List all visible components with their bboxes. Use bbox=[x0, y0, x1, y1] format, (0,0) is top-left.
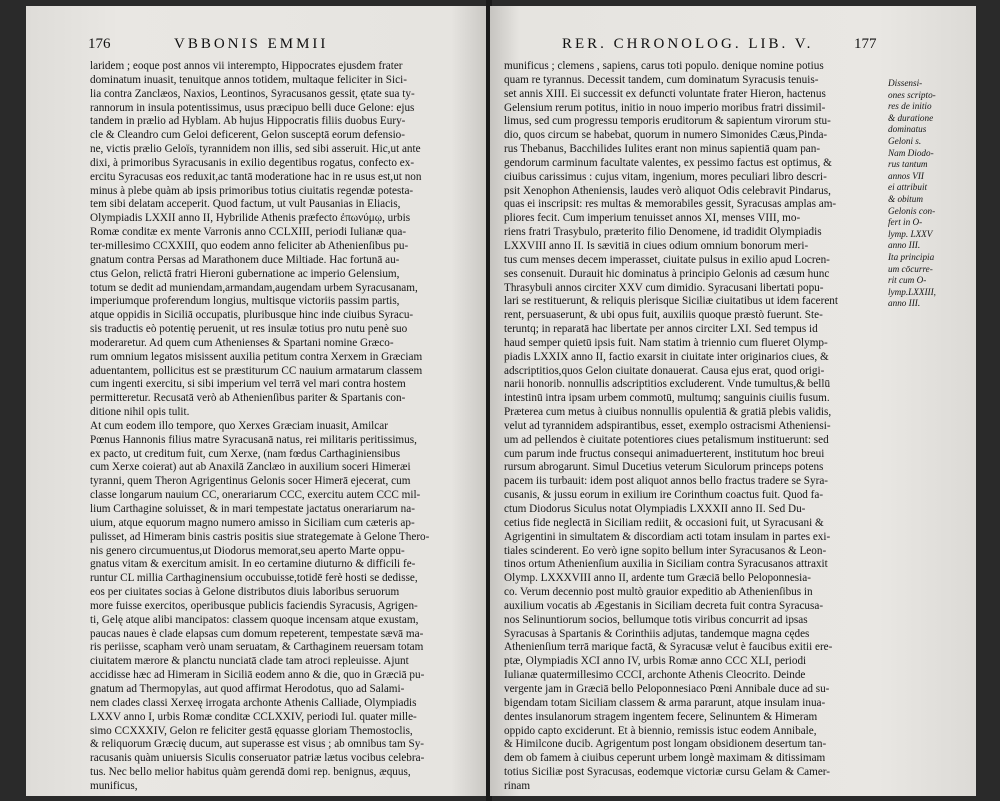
text-line: teruntq; in reparatā hac libertate per annos circiter LXI. Sed tempus id bbox=[504, 323, 818, 336]
text-line: tandem in prælio ad Hyblam. Ab hujus Hippocratis filiis duobus Eury- bbox=[90, 115, 406, 128]
text-line: Syracusas à Spartanis & Corinthiis adjutas, tandemque magna cędes bbox=[504, 627, 810, 640]
margin-note-line: fert in O- bbox=[888, 217, 923, 228]
text-line: ex pacto, ut creditum fuit, cum Xerxe, (nam fœdus Carthaginiensibus bbox=[90, 447, 401, 460]
text-line: dixi, à primoribus Syracusanis in exilio degentibus rogatus, confecto ex- bbox=[90, 156, 415, 169]
text-line: atque oppidis in Siciliā occupatis, pluribusque hinc inde ciuibus Syracu- bbox=[90, 309, 414, 322]
text-line: Olymp. LXXXVIII anno II, ardente tum Græciā bello Peloponnesia- bbox=[504, 572, 811, 585]
text-line: ciuibus carissimus : cujus vitam, ingenium, mores peculiari libro descri- bbox=[504, 170, 827, 183]
text-line: Athenienſium terrā marique factā, & Syracusæ velut è faucibus exitii ere- bbox=[504, 641, 833, 654]
margin-note-line: anno III. bbox=[888, 240, 921, 251]
text-line: cum Xerxe coierat) aut ab Anaxilā Zanclæo in auxilium soceri Himeræi bbox=[90, 461, 411, 474]
text-line: permitteretur. Recusatā verò ab Athenienſibus pariter & Spartanis con- bbox=[90, 392, 406, 405]
text-line: LXXV anno I, urbis Romæ conditæ CCLXXIV, periodi Iul. quater mille- bbox=[90, 710, 417, 723]
text-line: rinam bbox=[504, 779, 531, 792]
text-line: rent, persuaserunt, & ubi opus fuit, auxiliis quoque præstò fuerunt. Ste- bbox=[504, 309, 823, 322]
text-line: nis genero circumuentus,ut Diodorus memorat,seu aperto Marte oppu- bbox=[90, 544, 405, 557]
text-line: Agrigentini in simultatem & discordiam acti totam insulam in partes exi- bbox=[504, 530, 831, 543]
text-line: cusanis, & jussu eorum in exilium ire Corinthum coactus fuit. Quod fa- bbox=[504, 489, 824, 502]
text-line: & Himilcone ducib. Agrigentum post longam obsidionem desertum tan- bbox=[504, 738, 827, 751]
margin-note-line: Nam Diodo- bbox=[888, 147, 934, 158]
text-line: cetius fide neglectā in Siciliam rediit, & occasioni fuit, ut Syracusani & bbox=[504, 516, 824, 529]
text-line: paucas naues è clade elapsas cum domum repeterent, tempestate sævā ma- bbox=[90, 627, 424, 640]
left-body-text bbox=[90, 60, 470, 794]
left-page-header bbox=[26, 36, 488, 60]
margin-note-line: Gelonis con- bbox=[888, 205, 936, 216]
text-line: quas ei inscripsit: res multas & memorabiles gessit, Syracusas amplas am- bbox=[504, 198, 837, 211]
text-line: Præterea cum metus à ciuibus nonnullis opulentiā & gratiā plebis validis, bbox=[504, 406, 832, 419]
text-line: psit Xenophon Atheniensis, laudes verò aliquot Odis celebravit Pindarus, bbox=[504, 184, 831, 197]
text-line: ne, victis prælio Geloïs, tyrannidem non illis, sed sibi asseruit. Hic,ut ante bbox=[90, 143, 421, 156]
text-line: pulisset, ad Himeram binis castris positis siue strategemate à Gelone Thero- bbox=[90, 530, 430, 543]
text-line: lari se restituerunt, & reliquis plerisque Siciliæ ciuitatibus ut idem facerent bbox=[504, 295, 838, 308]
text-line: haud semper quietū ipsis fuit. Nam statim à triennio cum flueret Olymp- bbox=[504, 336, 828, 349]
text-line: limus, sed cum progressu temporis eruditorum & sapientum virorum stu- bbox=[504, 115, 831, 128]
text-line: Iulianæ quatermillesimo CCCI, archonte Athenis Cleocrito. Deinde bbox=[504, 669, 806, 682]
margin-note-line: dominatus bbox=[888, 124, 927, 135]
text-line: ses consenuit. Durauit hic dominatus à principio Gelonis ad cæsum hunc bbox=[504, 267, 830, 280]
right-page-number: 177 bbox=[854, 36, 877, 52]
margin-note-line: rit cum O- bbox=[888, 275, 927, 286]
text-line: pliores fecit. Cum imperium tenuisset annos XI, menses VIII, mo- bbox=[504, 212, 801, 225]
text-line: tus cum menses decem imperasset, ciuitate pulsus in exilio apud Locren- bbox=[504, 253, 830, 266]
margin-note-line: Dissensi- bbox=[888, 78, 923, 88]
text-line: tus. Nec bello melior habitus quàm gerendā domi rep. benignus, æquus, bbox=[90, 766, 411, 779]
text-line: nem clades classi Xerxeę irrogata archonte Athenis Calliade, Olympiadis bbox=[90, 696, 417, 709]
text-line: dem ob famem à ciuibus ceperunt urbem longè maximam & ditissimam bbox=[504, 752, 826, 765]
text-line: munificus, bbox=[90, 779, 138, 792]
text-line: cle & Cleandro cum Geloi deficerent, Gelon susceptā eorum defensio- bbox=[90, 129, 405, 142]
margin-note-line: lymp.LXXIII, bbox=[888, 286, 936, 297]
text-line: ciuitatem mærore & planctu nunciatā clade tam atroci repleuisse. Ajunt bbox=[90, 655, 409, 668]
text-line: tem sibi delatam acceperit. Quod factum, ut vult Pausanias in Eliacis, bbox=[90, 198, 401, 211]
text-line: imperiumque proferendum longius, multisque victoriis passim partis, bbox=[90, 295, 400, 308]
margin-note-line: lymp. LXXV bbox=[888, 228, 933, 239]
text-line: rum omnium legatos misissent auxilia petitum contra Xerxem in Græciam bbox=[90, 350, 423, 363]
text-line: set annis XIII. Ei successit ex defuncti voluntate frater Hieron, hactenus bbox=[504, 87, 826, 100]
margin-note-line: & obitum bbox=[888, 193, 923, 204]
text-line: & reliquorum Græcię ducum, aut superasse est visus ; ab omnibus tam Sy- bbox=[90, 738, 425, 751]
text-line: accidisse hæc ad Himeram in Siciliā eodem anno & die, quo in Græciā pu- bbox=[90, 669, 425, 682]
text-line: adscriptitios,quos Gelon ciuitate donauerat. Causa ejus erat, quod origi- bbox=[504, 364, 825, 377]
text-line: totius Siciliæ post Syracusas, eodemque victoriæ cursu Gelam & Camer- bbox=[504, 766, 831, 779]
text-line: piadis LXXIX anno II, factio exarsit in ciuitate inter originarios ciues, & bbox=[504, 350, 829, 363]
text-line: moderaretur. Ad quem cum Athenienses & Spartani nomine Græco- bbox=[90, 336, 394, 349]
right-page bbox=[490, 6, 976, 796]
text-line: lia contra Zanclæos, Naxios, Leontinos, Syracusanos gessit, ętate sua ty- bbox=[90, 87, 415, 100]
right-running-title: RER. CHRONOLOG. LIB. V. bbox=[562, 36, 814, 52]
text-line: dentes insulanorum stragem ingentem fecere, Selinuntem & Himeram bbox=[504, 710, 818, 723]
right-body-text bbox=[504, 60, 882, 794]
text-line: oppido capto exciderunt. Et à biennio, remissis istuc eodem Annibale, bbox=[504, 724, 817, 737]
margin-note-line: annos VII bbox=[888, 170, 924, 181]
text-line: dominatum inuasit, tenuitque annos totidem, multaque feliciter in Sici- bbox=[90, 73, 407, 86]
text-line: ctum Diodorus Siculus notat Olympiadis LXXXII anno II. Sed Du- bbox=[504, 503, 806, 515]
text-line: tiales scinderent. Eo verò igne sopito bellum inter Syracusanos & Leon- bbox=[504, 544, 827, 557]
margin-note-line: Geloni s. bbox=[888, 135, 922, 146]
text-line: gnatum contra Persas ad Marathonem duce Miltiade. Hac fortunā au- bbox=[90, 253, 400, 266]
text-line: lium Carthagine soluisset, & in mari tempestate jactatus onerariarum na- bbox=[90, 503, 415, 515]
text-line: rus Thebanus, Bacchilides Iulites erant non minus sapientiā quam pan- bbox=[504, 143, 821, 156]
text-line: racusanis quàm uniuersis Siculis conseruator patriæ lætus vocibus celebra- bbox=[90, 752, 425, 765]
margin-note-line: anno III. bbox=[888, 298, 921, 309]
text-line: Romæ conditæ ex mente Varronis anno CCLXIII, periodi Iulianæ qua- bbox=[90, 226, 407, 239]
text-line: velut ad tyrannidem adspirantibus, esset, exemplo ostracismi Atheniensi- bbox=[504, 419, 831, 432]
left-page bbox=[26, 6, 488, 796]
text-line: sis traductis eò potentię peruenit, ut res insulæ totius pro nutu penè suo bbox=[90, 323, 408, 336]
text-line: pacem iis turbauit: idem post aliquot annos bello fractus tradere se Syra- bbox=[504, 475, 829, 488]
text-line: more fuisse exercitos, operibusque publicis faciendis Syracusis, Agrigen- bbox=[90, 599, 418, 612]
text-line: cum parum inde fructus consequi animaduerterent, institutum hoc breui bbox=[504, 447, 825, 460]
margin-note-line: Ita principia bbox=[888, 251, 935, 262]
text-line: Pœnus Hannonis filius matre Syracusanā natus, rei militaris peritissimus, bbox=[90, 433, 417, 446]
margin-note-line: ones scripto- bbox=[888, 89, 936, 100]
text-line: Olympiadis LXXII anno II, Hybrilide Athenis præfecto ἐπωνύμῳ, urbis bbox=[90, 212, 411, 225]
text-line: narii honorib. nonnullis adscriptitios excluderent. Vnde tumultus,& bellū bbox=[504, 378, 831, 391]
margin-note-line: & duratione bbox=[888, 112, 934, 123]
margin-note-line: rus tantum bbox=[888, 159, 928, 170]
text-line: classe longarum nauium CC, onerariarum CCC, exercitu autem CCC mil- bbox=[90, 489, 421, 502]
text-line: eos per ciuitates socias à Gelone distributos diuis laboribus seruorum bbox=[90, 586, 400, 599]
text-line: munificus ; clemens , sapiens, carus toti populo. denique nomine potius bbox=[504, 60, 824, 72]
text-line: tinos ortum Athenienſium auxilia in Siciliam contra Syracusanos attraxit bbox=[504, 558, 828, 571]
text-line: At cum eodem illo tempore, quo Xerxes Græciam inuasit, Amilcar bbox=[90, 419, 388, 432]
text-line: Gelensium rerum potitus, initio in nouo imperio moribus fratri dissimil- bbox=[504, 101, 826, 114]
text-line: laridem ; eoque post annos vii interempto, Hippocrates ejusdem frater bbox=[90, 60, 403, 72]
text-line: Thrasybuli annos circiter XXV cum dimidio. Syracusani libertati popu- bbox=[504, 281, 824, 294]
left-page-number: 176 bbox=[88, 36, 111, 52]
text-line: vergente jam in Græciā bello Peloponnesiaco Pœni Annibale duce ad su- bbox=[504, 682, 830, 695]
text-line: gnatus vitam & exercitum amisit. In eo certamine diuturno & difficili fe- bbox=[90, 558, 416, 571]
text-line: co. Verum decennio post multò grauior expeditio ab Athenienſibus in bbox=[504, 586, 813, 599]
margin-note-line: ei attribuit bbox=[888, 182, 928, 193]
text-line: nos Selinuntiorum socios, bellumque totis viribus concurrit ad ipsas bbox=[504, 613, 808, 626]
text-line: intestinū intra ipsam urbem commotū, multumq; sanguinis ciuilis fusum. bbox=[504, 392, 830, 405]
text-line: ter-millesimo CCXXIII, quo eodem anno feliciter ab Athenienſibus pu- bbox=[90, 239, 409, 252]
margin-note-line: res de initio bbox=[888, 101, 932, 112]
text-line: aduentantem, pollicitus est se præstiturum CC nauium armatarum classem bbox=[90, 364, 423, 377]
text-line: runtur CL millia Carthaginensium occubuisse,totidē ferè hosti se dedisse, bbox=[90, 572, 418, 585]
text-line: ti, Gelę atque alibi mancipatos: classem quoque incensam atque exustam, bbox=[90, 613, 419, 626]
text-line: ptæ, Olympiadis XCI anno IV, urbis Romæ anno CCC XLI, periodi bbox=[504, 655, 807, 668]
right-page-header bbox=[490, 36, 976, 60]
text-line: riens fratri Trasybulo, præterito filio Denomene, id tradidit Olympiadis bbox=[504, 226, 822, 239]
text-line: ctus Gelon, relictā fratri Hieroni gubernatione ac imperio Gelensium, bbox=[90, 267, 400, 280]
text-line: rannorum in insula potentissimus, usus præcipuo belli duce Gelone: ejus bbox=[90, 101, 415, 114]
text-line: bigendam totam Siciliam classem & arma pararunt, atque insulam inua- bbox=[504, 696, 826, 709]
text-line: auxilium vocatis ab Ægestanis in Siciliam decreta fuit contra Syracusa- bbox=[504, 599, 824, 612]
text-line: ris periisse, scapham verò unam seruatam, & Carthaginem reuersam totam bbox=[90, 641, 424, 654]
text-line: gnatum ad Thermopylas, aut quod affirmat Herodotus, quo ad Salami- bbox=[90, 682, 405, 695]
text-line: ditione nihil opis tulit. bbox=[90, 406, 190, 419]
left-running-title: VBBONIS EMMII bbox=[174, 36, 329, 52]
text-line: LXXVIII anno II. Is sævitiā in ciues odium omnium bonorum meri- bbox=[504, 239, 809, 252]
margin-notes bbox=[888, 78, 936, 310]
text-line: gendorum carminum facultate valentes, ex pessimo factus est optimus, & bbox=[504, 156, 832, 169]
text-line: cum ingenti exercitu, si sibi imperium vel terrā vel mari contra hostem bbox=[90, 378, 406, 391]
text-line: quam re tyrannus. Decessit tandem, cum dominatum Syracusis tenuis- bbox=[504, 73, 819, 86]
text-line: dio, quos circum se habebat, quorum in numero Simonides Cæus,Pinda- bbox=[504, 129, 828, 142]
text-line: totum se dedit ad muniendam,armandam,augendam urbem Syracusanam, bbox=[90, 281, 418, 294]
text-line: rursum abrogarunt. Simul Ducetius veterum Siculorum princeps potens bbox=[504, 461, 824, 474]
text-line: uium, atque equorum magno numero amisso in Siciliam cum cæteris ap- bbox=[90, 516, 415, 529]
margin-note-line: um cōcurre- bbox=[888, 263, 933, 274]
text-line: minus à plebe quàm ab ipsis primoribus totius ciuitatis regendæ potesta- bbox=[90, 184, 414, 197]
text-line: simo CCXXXIV, Gelon re feliciter gestā ęquasse gloriam Themostoclis, bbox=[90, 724, 413, 737]
text-line: tyranni, quem Theron Agrigentinus Gelonis socer Himerā ejecerat, cum bbox=[90, 475, 411, 488]
text-line: ercitu Syracusas eos reduxit,ac tantā moderatione hac in re usus est,ut non bbox=[90, 170, 422, 183]
text-line: um ad pellendos è ciuitate potentiores ciues petalismum instituerunt: sed bbox=[504, 433, 829, 446]
